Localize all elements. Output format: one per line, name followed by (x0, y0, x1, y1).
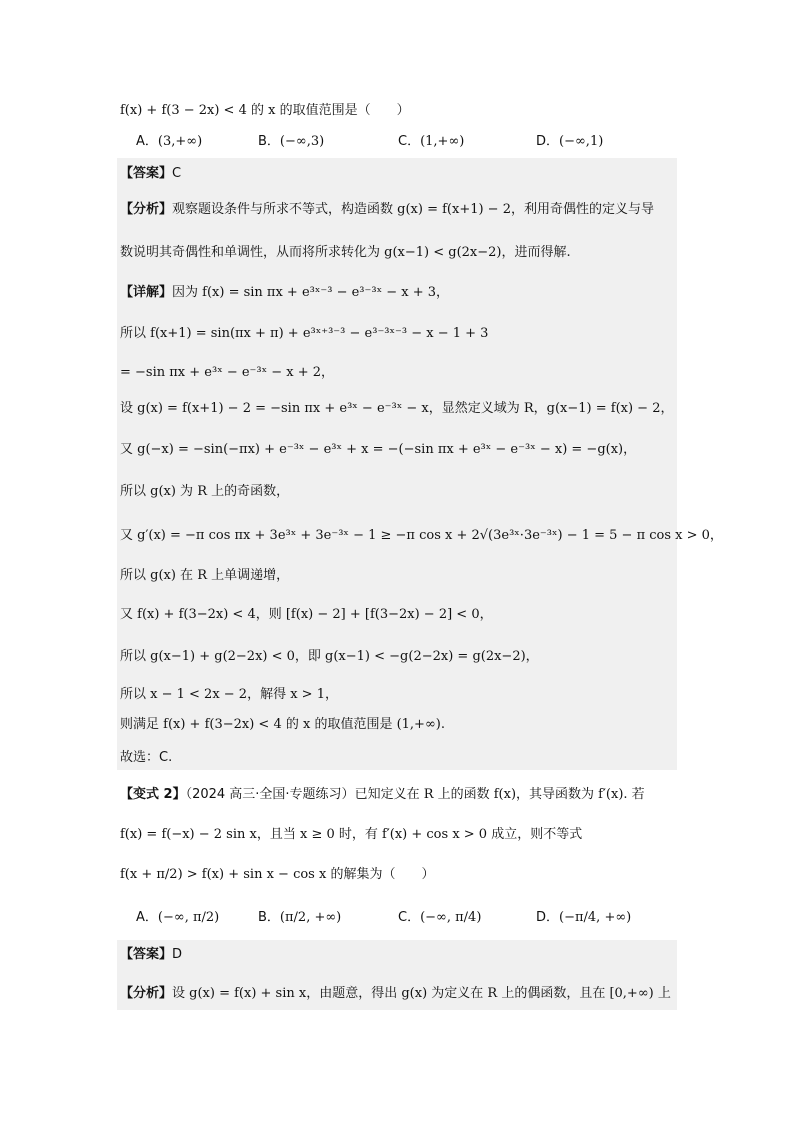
answer-value: C (172, 166, 182, 181)
q2-option-a[interactable]: A．(−∞, π/2) (136, 910, 220, 925)
q1-detail-line-10: 所以 g(x−1) + g(2−2x) < 0，即 g(x−1) < −g(2−2x) = g(2x−2)， (120, 649, 539, 664)
q1-detail-line-8: 所以 g(x) 在 R 上单调递增， (120, 568, 290, 583)
q1-option-a[interactable]: A．(3,+∞) (136, 134, 203, 149)
analysis-tag: 【分析】 (120, 986, 173, 1001)
q2-stem-line-1: 【变式 2】（2024 高三·全国·专题练习）已知定义在 R 上的函数 f(x)，其导函数为 f′(x). 若 (120, 787, 645, 802)
answer-tag: 【答案】 (120, 166, 173, 181)
q1-detail-line-11: 所以 x − 1 < 2x − 2，解得 x > 1， (120, 687, 338, 702)
q2-stem-line-2: f(x) = f(−x) − 2 sin x，且当 x ≥ 0 时，有 f′(x) + cos x > 0 成立，则不等式 (120, 827, 583, 842)
q2-option-d[interactable]: D．(−π/4, +∞) (536, 910, 632, 925)
q1-option-c[interactable]: C．(1,+∞) (398, 134, 465, 149)
q1-choose: 故选：C. (120, 750, 173, 765)
answer-value: D (172, 947, 183, 962)
q2-option-c[interactable]: C．(−∞, π/4) (398, 910, 482, 925)
q1-answer (120, 165, 676, 183)
q1-detail-line-4: 设 g(x) = f(x+1) − 2 = −sin πx + e³ˣ − e⁻³ˣ − x，显然定义域为 R，g(x−1) = f(x) − 2， (120, 401, 674, 416)
q1-option-b[interactable]: B．(−∞,3) (258, 134, 325, 149)
q1-analysis-line-1: 【分析】观察题设条件与所求不等式，构造函数 g(x) = f(x+1) − 2，利用奇偶性的定义与导 (120, 202, 654, 217)
analysis-tag: 【分析】 (120, 202, 173, 217)
q2-stem-line-3: f(x + π/2) > f(x) + sin x − cos x 的解集为（ ） (120, 867, 435, 882)
detail-tag: 【详解】 (120, 285, 173, 300)
q1-option-d[interactable]: D．(−∞,1) (536, 134, 604, 149)
q1-detail-line-1: 【详解】因为 f(x) = sin πx + e³ˣ⁻³ − e³⁻³ˣ − x + 3， (120, 285, 450, 300)
q1-detail-line-5: 又 g(−x) = −sin(−πx) + e⁻³ˣ − e³ˣ + x = −(−sin πx + e³ˣ − e⁻³ˣ − x) = −g(x)， (120, 442, 637, 457)
question-source: （2024 高三·全国·专题练习） (185, 787, 355, 802)
q1-analysis-line-2: 数说明其奇偶性和单调性，从而将所求转化为 g(x−1) < g(2x−2)，进而得解. (120, 245, 571, 260)
q2-analysis-line-1: 【分析】设 g(x) = f(x) + sin x，由题意，得出 g(x) 为定义在 R 上的偶函数，且在 [0,+∞) 上 (120, 986, 671, 1001)
variant-tag: 【变式 2】 (120, 787, 186, 802)
q1-detail-line-7: 又 g′(x) = −π cos πx + 3e³ˣ + 3e⁻³ˣ − 1 ≥ −π cos x + 2√(3e³ˣ·3e⁻³ˣ) − 1 = 5 − π cos x > 0， (120, 528, 723, 543)
q1-detail-line-3: = −sin πx + e³ˣ − e⁻³ˣ − x + 2， (120, 365, 335, 380)
q1-detail-line-2: 所以 f(x+1) = sin(πx + π) + e³ˣ⁺³⁻³ − e³⁻³ˣ⁻³ − x − 1 + 3 (120, 326, 489, 341)
q1-detail-line-9: 又 f(x) + f(3−2x) < 4，则 [f(x) − 2] + [f(3−2x) − 2] < 0， (120, 607, 493, 622)
q2-option-b[interactable]: B．(π/2, +∞) (258, 910, 342, 925)
q2-answer (120, 946, 676, 964)
q1-detail-line-12: 则满足 f(x) + f(3−2x) < 4 的 x 的取值范围是 (1,+∞). (120, 717, 445, 732)
q1-stem: f(x) + f(3 − 2x) < 4 的 x 的取值范围是（ ） (120, 103, 410, 118)
q1-detail-line-6: 所以 g(x) 为 R 上的奇函数， (120, 484, 290, 499)
answer-tag: 【答案】 (120, 947, 173, 962)
